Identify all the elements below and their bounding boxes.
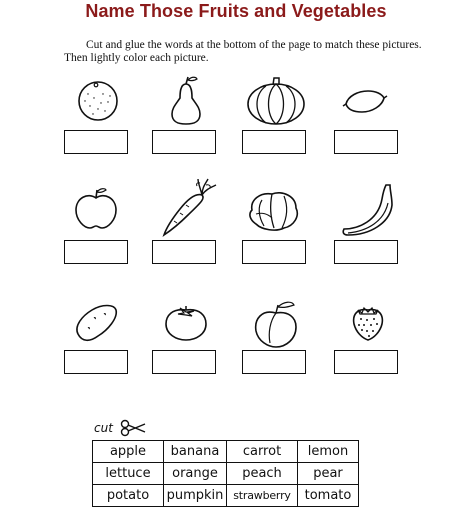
lettuce-icon bbox=[226, 186, 312, 248]
answer-box[interactable] bbox=[64, 130, 128, 154]
cut-label: cut bbox=[94, 421, 113, 435]
answer-box[interactable] bbox=[152, 130, 216, 154]
word-cell[interactable]: apple bbox=[93, 441, 164, 463]
banana-icon bbox=[318, 172, 404, 244]
pear-icon bbox=[136, 76, 222, 138]
answer-box[interactable] bbox=[242, 240, 306, 264]
word-row bbox=[93, 441, 359, 463]
picture-cell-apple bbox=[48, 186, 134, 296]
word-cell[interactable]: peach bbox=[227, 463, 298, 485]
answer-box[interactable] bbox=[242, 130, 306, 154]
picture-cell-lemon bbox=[318, 76, 404, 186]
instructions-text: Cut and glue the words at the bottom of the page to match these pictures. Then lightly color each picture. bbox=[64, 39, 422, 64]
word-cell[interactable]: orange bbox=[164, 463, 227, 485]
strawberry-icon bbox=[318, 296, 404, 358]
peach-icon bbox=[226, 290, 312, 358]
answer-box[interactable] bbox=[152, 240, 216, 264]
word-cell[interactable]: potato bbox=[93, 485, 164, 507]
page-title: Name Those Fruits and Vegetables bbox=[85, 1, 387, 21]
picture-cell-tomato bbox=[136, 296, 222, 406]
word-cell[interactable]: lemon bbox=[298, 441, 359, 463]
word-cell[interactable]: lettuce bbox=[93, 463, 164, 485]
potato-icon bbox=[48, 296, 134, 358]
instructions bbox=[64, 39, 436, 64]
picture-cell-banana bbox=[318, 172, 404, 282]
word-cell[interactable]: pear bbox=[298, 463, 359, 485]
answer-box[interactable] bbox=[334, 240, 398, 264]
answer-box[interactable] bbox=[334, 350, 398, 374]
word-cell[interactable]: tomato bbox=[298, 485, 359, 507]
picture-cell-carrot bbox=[136, 172, 222, 282]
picture-cell-pear bbox=[136, 76, 222, 186]
picture-cell-strawberry bbox=[318, 296, 404, 406]
picture-cell-peach bbox=[226, 290, 312, 400]
answer-box[interactable] bbox=[242, 350, 306, 374]
word-cell[interactable]: banana bbox=[164, 441, 227, 463]
word-row bbox=[93, 485, 359, 507]
pumpkin-icon bbox=[226, 76, 312, 138]
answer-box[interactable] bbox=[64, 350, 128, 374]
answer-box[interactable] bbox=[334, 130, 398, 154]
picture-cell-lettuce bbox=[226, 186, 312, 296]
answer-box[interactable] bbox=[152, 350, 216, 374]
tomato-icon bbox=[136, 296, 222, 358]
picture-cell-pumpkin bbox=[226, 76, 312, 186]
word-cell[interactable]: pumpkin bbox=[164, 485, 227, 507]
answer-box[interactable] bbox=[64, 240, 128, 264]
scissors-icon bbox=[120, 419, 146, 437]
word-row bbox=[93, 463, 359, 485]
word-cell[interactable]: carrot bbox=[227, 441, 298, 463]
picture-cell-orange bbox=[48, 76, 134, 186]
picture-cell-potato bbox=[48, 296, 134, 406]
word-cell[interactable]: strawberry bbox=[227, 485, 298, 507]
lemon-icon bbox=[318, 76, 404, 138]
carrot-icon bbox=[136, 172, 222, 244]
word-table bbox=[92, 440, 359, 507]
orange-icon bbox=[48, 76, 134, 138]
apple-icon bbox=[48, 186, 134, 248]
